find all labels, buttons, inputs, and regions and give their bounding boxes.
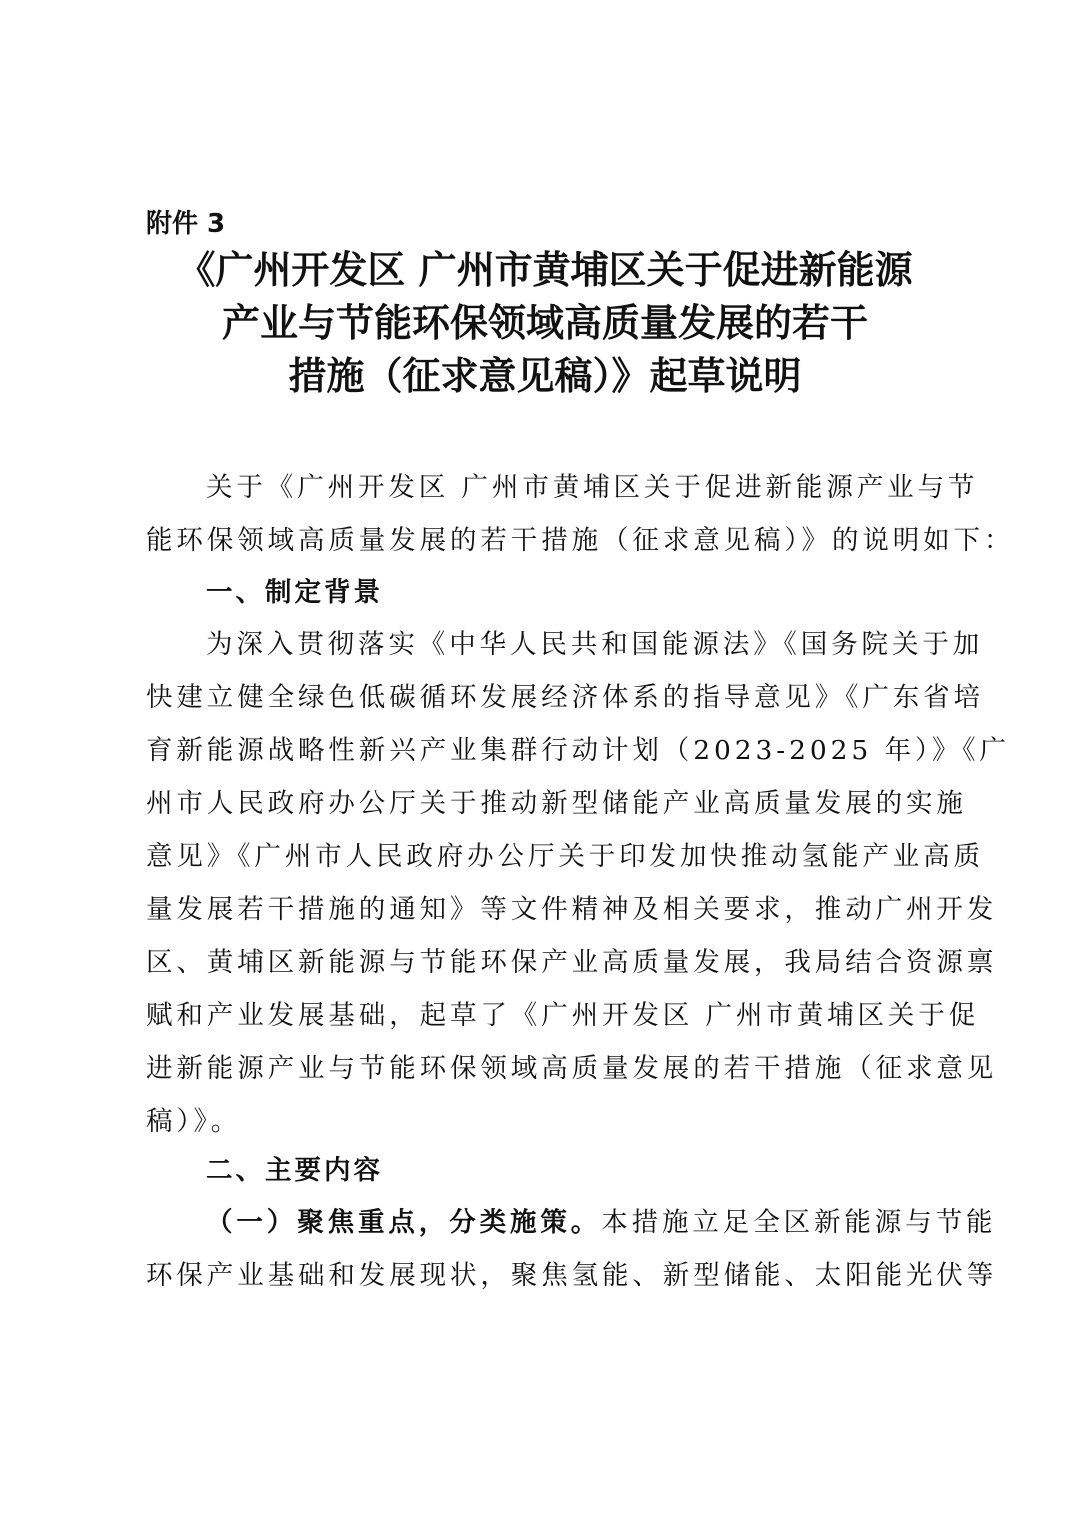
text-line: 快建立健全绿色低碳循环发展经济体系的指导意见》《广东省培: [146, 682, 984, 713]
text-line: [146, 1196, 997, 1249]
intro-paragraph: [146, 461, 1015, 567]
text-line: 环保产业基础和发展现状，聚焦氢能、新型储能、太阳能光伏等: [146, 1260, 998, 1291]
document-title-line-2: 产业与节能环保领域高质量发展的若干: [221, 301, 868, 345]
text-line: 意见》《广州市人民政府办公厅关于印发加快推动氢能产业高质: [146, 841, 984, 872]
item-text: 本措施立足全区新能源与节能: [601, 1207, 997, 1238]
text-line: 州市人民政府办公厅关于推动新型储能产业高质量发展的实施: [146, 788, 967, 819]
text-line: 关于《广州开发区 广州市黄埔区关于促进新能源产业与节: [206, 472, 979, 503]
section-heading-background: 一、制定背景: [206, 577, 383, 608]
text-line: 进新能源产业与节能环保领域高质量发展的若干措施（征求意见: [146, 1053, 998, 1084]
main-content-paragraph: [146, 1196, 998, 1302]
section-heading-main-content: 二、主要内容: [206, 1155, 383, 1186]
text-line: 能环保领域高质量发展的若干措施（征求意见稿）》的说明如下：: [146, 525, 1015, 556]
attachment-label: 附件 3: [146, 209, 226, 239]
text-line: 量发展若干措施的通知》等文件精神及相关要求，推动广州开发: [146, 894, 998, 925]
text-line: 稿）》。: [146, 1106, 242, 1137]
document-title-line-1: 《广州开发区 广州市黄埔区关于促进新能源: [177, 248, 913, 292]
document-title-line-3: 措施（征求意见稿）》起草说明: [288, 354, 802, 398]
text-line: 赋和产业发展基础，起草了《广州开发区 广州市黄埔区关于促: [146, 1000, 980, 1031]
text-line: 区、黄埔区新能源与节能环保产业高质量发展，我局结合资源禀: [146, 947, 998, 978]
text-line: 育新能源战略性新兴产业集群行动计划（2023-2025 年）》《广: [146, 735, 1010, 766]
text-line: 为深入贯彻落实《中华人民共和国能源法》《国务院关于加: [206, 629, 984, 660]
item-heading: （一）聚焦重点，分类施策。: [206, 1207, 602, 1238]
background-paragraph: [146, 618, 1010, 1148]
